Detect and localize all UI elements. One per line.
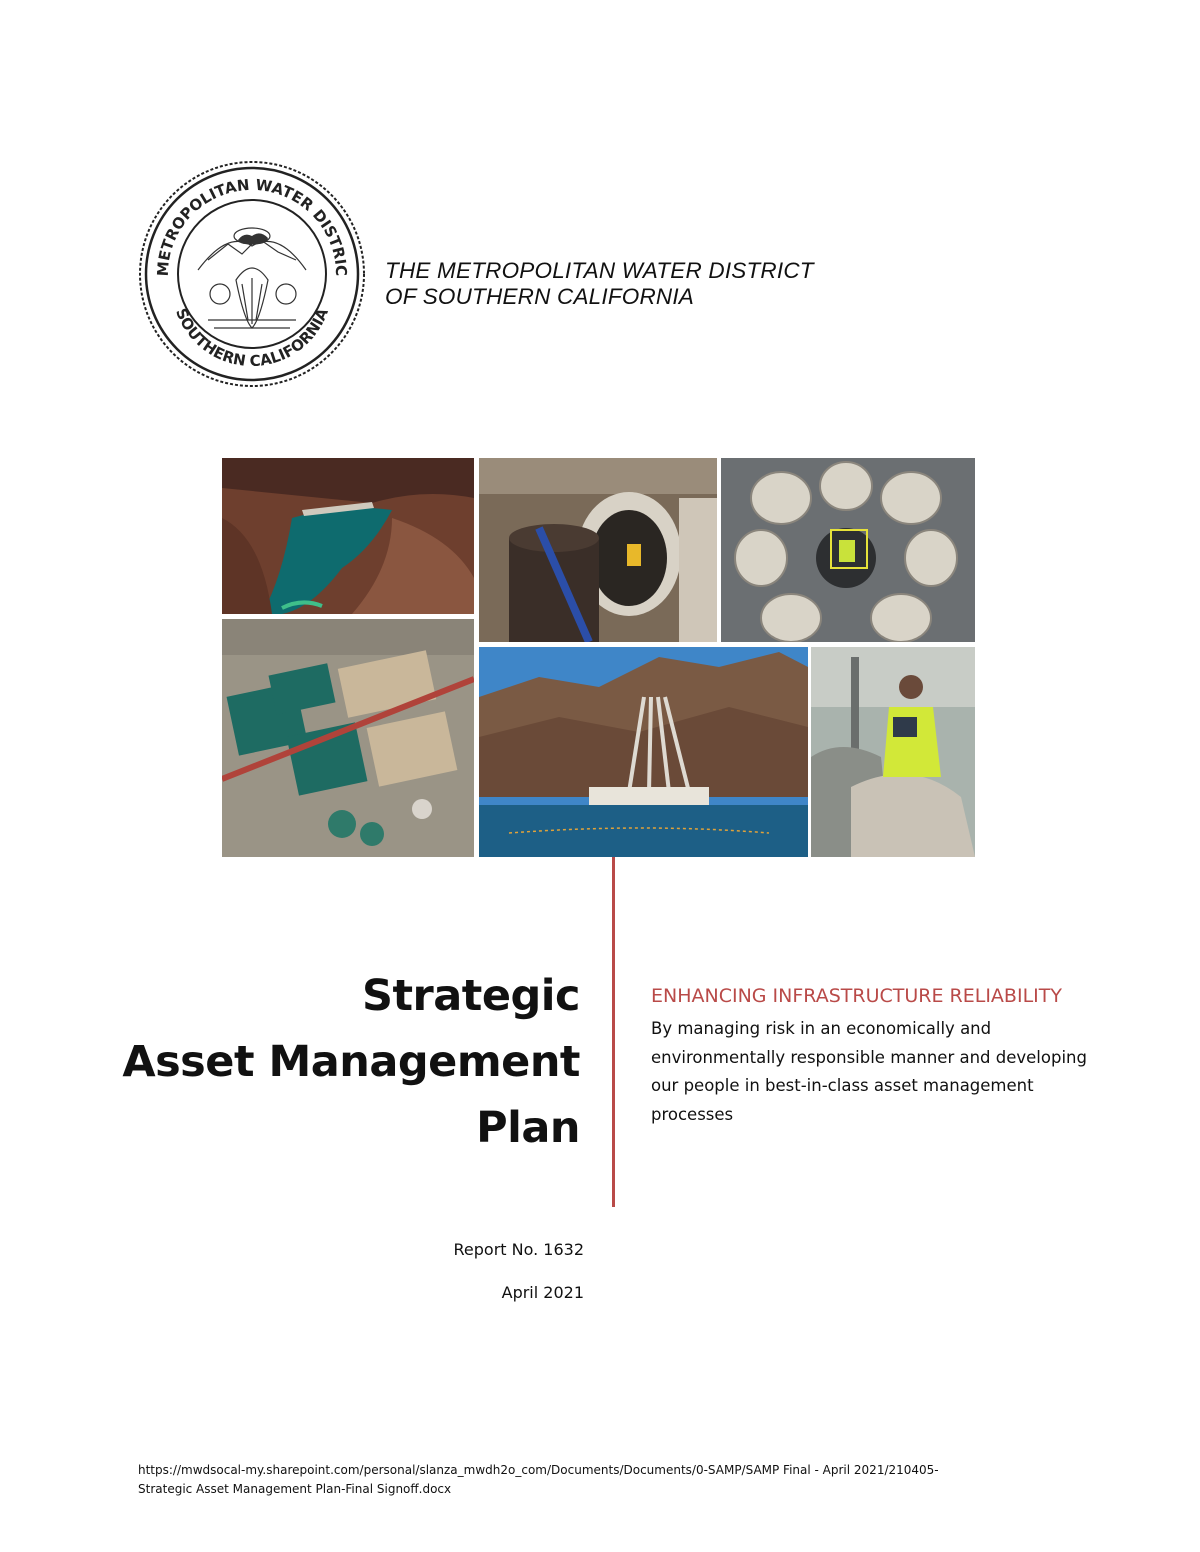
svg-text:THE METROPOLITAN WATER DISTRIC: METROPOLITAN WATER DISTRIC — [153, 175, 351, 277]
photo-pumping-plant-lake — [479, 647, 808, 857]
document-title — [100, 963, 580, 1161]
footer-path-line-1: https://mwdsocal-my.sharepoint.com/personal/slanza_mwdh2o_com/Documents/Documents/0-SAMP/SAMP Final - April 2021/210405- — [138, 1463, 939, 1477]
photo-treatment-plant — [222, 619, 474, 857]
title-line-2: Asset Management — [122, 1037, 580, 1087]
district-seal-logo — [138, 160, 366, 388]
svg-text:SOUTHERN CALIFORNIA: SOUTHERN CALIFORNIA — [172, 305, 332, 371]
report-date: April 2021 — [501, 1283, 584, 1302]
tagline-line-1: By managing risk in an economically and — [651, 1019, 992, 1038]
tagline-body — [651, 1015, 1131, 1129]
footer-file-path — [138, 1461, 1058, 1499]
accent-divider-line — [612, 857, 615, 1207]
photo-engineer-inspection — [811, 647, 975, 857]
title-line-1: Strategic — [362, 971, 580, 1021]
photo-pump-valves — [721, 458, 975, 642]
organization-name-line-1: THE METROPOLITAN WATER DISTRICT — [385, 258, 814, 283]
tagline-line-3: our people in best-in-class asset management — [651, 1076, 1034, 1095]
report-number: Report No. 1632 — [453, 1240, 584, 1259]
tagline-heading: ENHANCING INFRASTRUCTURE RELIABILITY — [651, 985, 1062, 1007]
title-line-3: Plan — [476, 1103, 580, 1153]
footer-path-line-2: Strategic Asset Management Plan-Final Signoff.docx — [138, 1482, 452, 1496]
photo-dam-reservoir — [222, 458, 474, 614]
organization-name — [385, 258, 814, 310]
tagline-line-2: environmentally responsible manner and developing — [651, 1047, 1087, 1067]
photo-pipeline-tunnel — [479, 458, 717, 642]
organization-name-line-2: OF SOUTHERN CALIFORNIA — [385, 284, 695, 309]
tagline-line-4: processes — [651, 1104, 734, 1124]
